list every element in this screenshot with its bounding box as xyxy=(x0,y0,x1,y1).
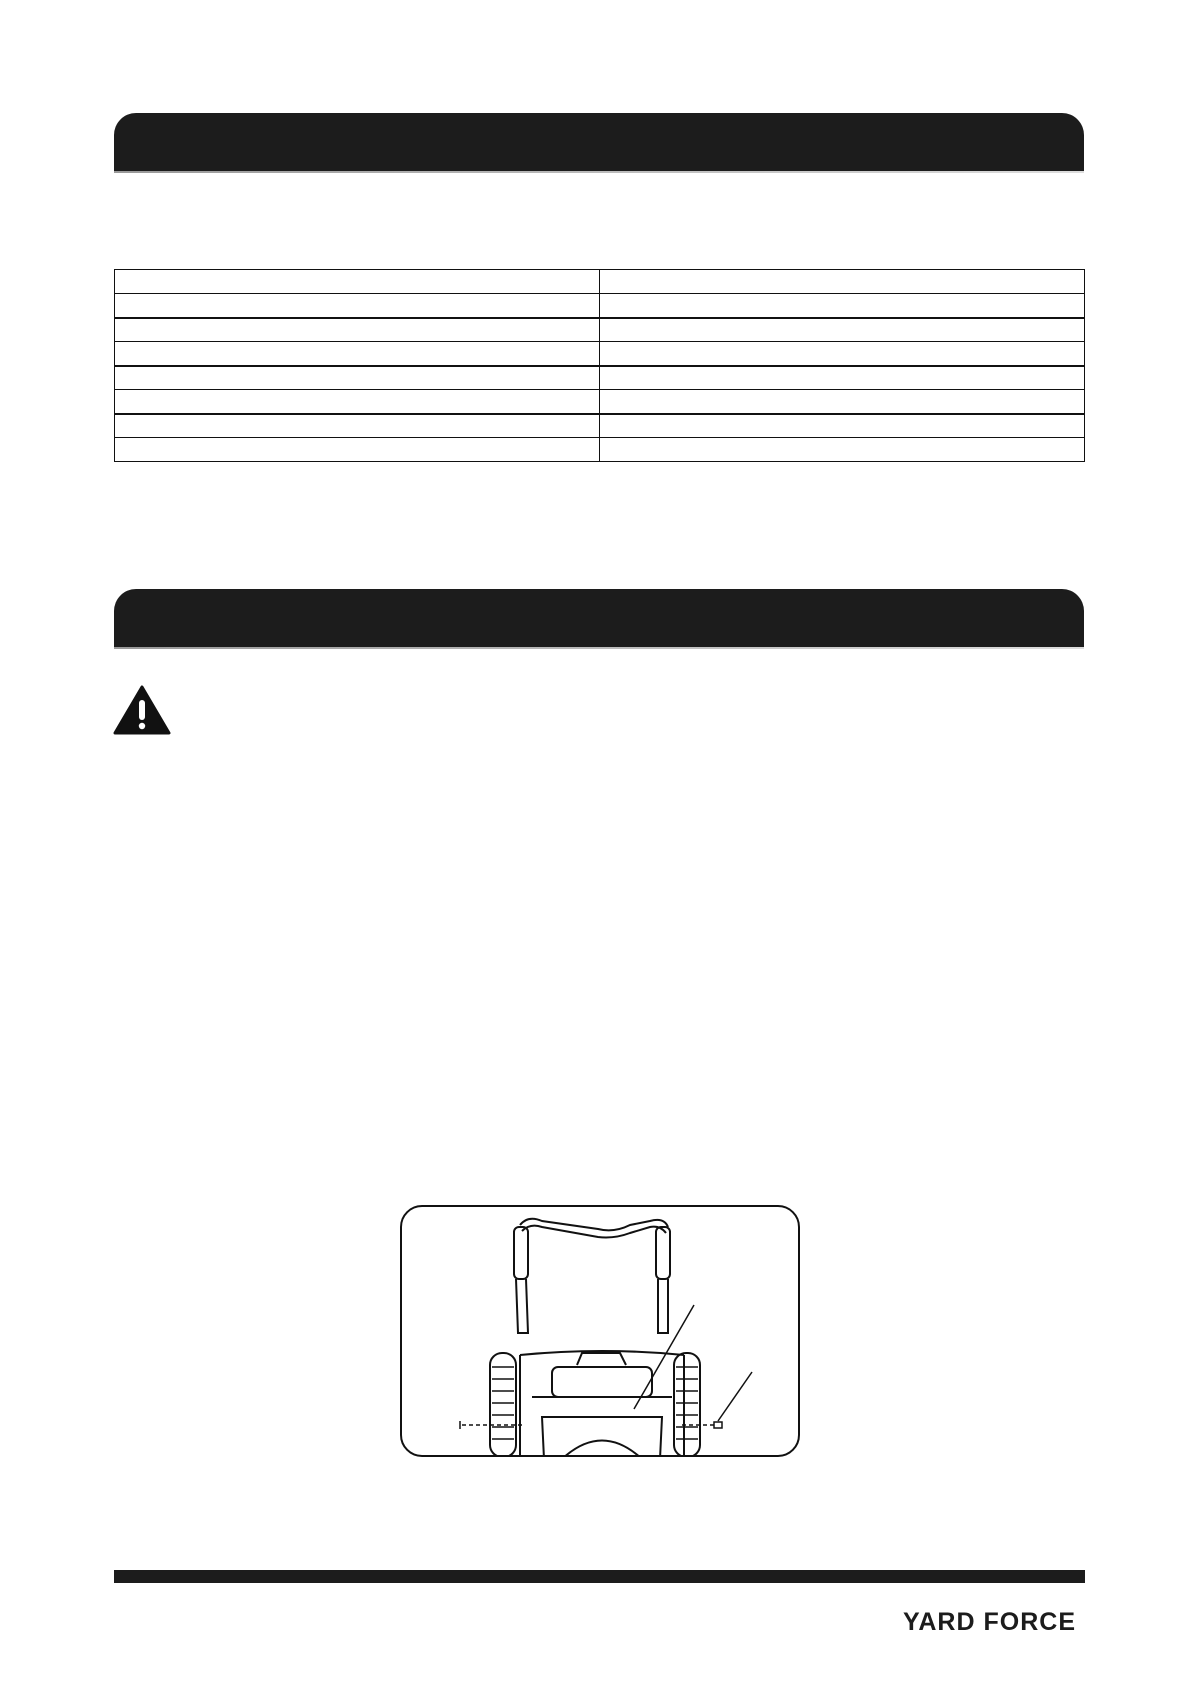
spec-label-cell xyxy=(115,414,600,438)
spec-value-cell xyxy=(600,366,1085,390)
section-header-1 xyxy=(114,113,1084,171)
brand-name: YARD FORCE xyxy=(903,1608,1076,1636)
spec-value-cell xyxy=(600,390,1085,414)
table-row xyxy=(115,342,1085,366)
spec-value-cell xyxy=(600,318,1085,342)
mower-handle-illustration xyxy=(402,1207,800,1457)
spec-label-cell xyxy=(115,270,600,294)
table-row xyxy=(115,270,1085,294)
spec-value-cell xyxy=(600,270,1085,294)
table-row xyxy=(115,318,1085,342)
assembly-figure xyxy=(400,1205,800,1457)
spec-label-cell xyxy=(115,294,600,318)
spec-label-cell xyxy=(115,390,600,414)
spec-value-cell xyxy=(600,414,1085,438)
spec-label-cell xyxy=(115,318,600,342)
spec-label-cell xyxy=(115,438,600,462)
yard-force-logo xyxy=(880,1603,1080,1637)
warning-triangle-icon xyxy=(113,685,171,735)
spec-value-cell xyxy=(600,438,1085,462)
table-row xyxy=(115,438,1085,462)
spec-value-cell xyxy=(600,342,1085,366)
spec-value-cell xyxy=(600,294,1085,318)
spec-label-cell xyxy=(115,342,600,366)
table-row xyxy=(115,366,1085,390)
table-row xyxy=(115,294,1085,318)
specification-table xyxy=(114,269,1085,462)
footer-bar xyxy=(114,1570,1085,1583)
table-row xyxy=(115,414,1085,438)
table-row xyxy=(115,390,1085,414)
section-header-2 xyxy=(114,589,1084,647)
spec-label-cell xyxy=(115,366,600,390)
